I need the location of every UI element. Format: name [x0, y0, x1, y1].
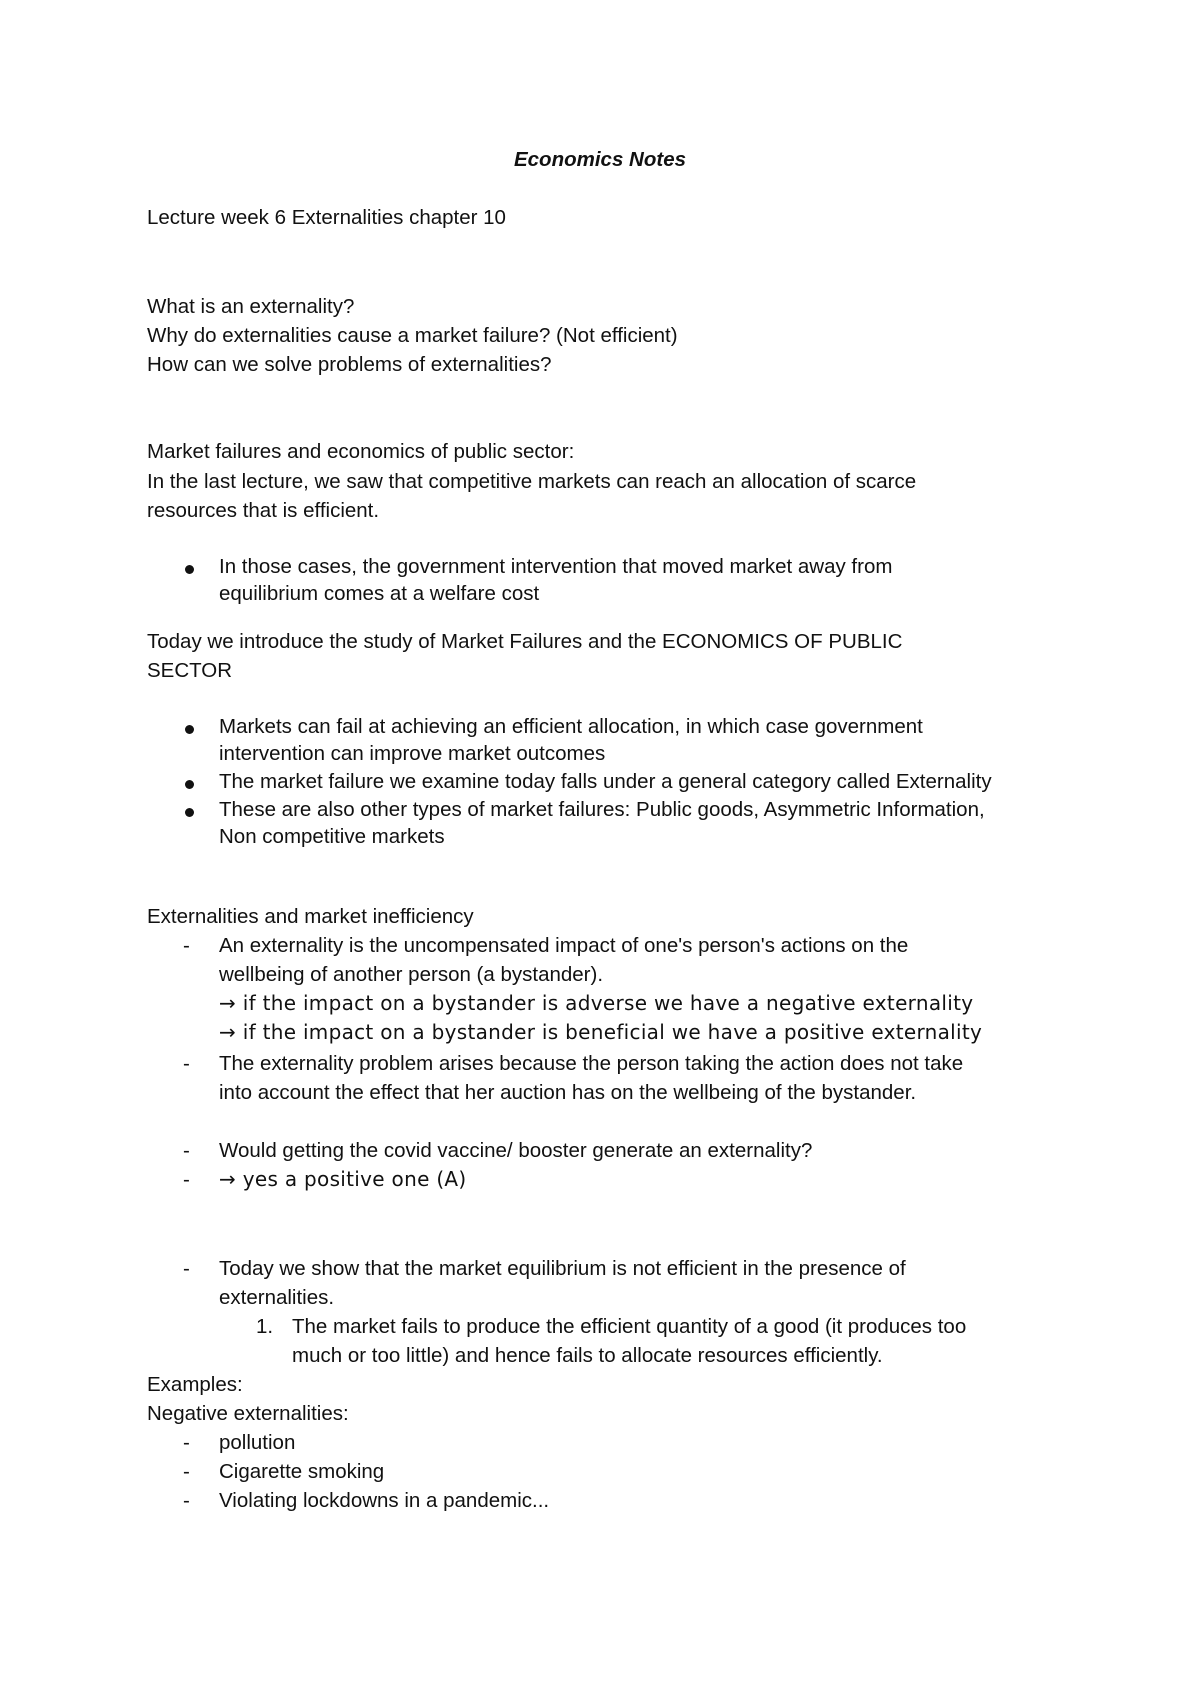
question-1: What is an externality?	[147, 295, 355, 318]
externalities-heading: Externalities and market inefficiency	[147, 905, 474, 928]
examples-heading: Examples:	[147, 1373, 243, 1396]
dash-marker: -	[183, 1257, 190, 1280]
number-marker: 1.	[256, 1315, 274, 1338]
problem-line-2: into account the effect that her auction has on the wellbeing of the bystander.	[219, 1081, 917, 1104]
lecture-subtitle: Lecture week 6 Externalities chapter 10	[147, 206, 506, 229]
today-show-line-2: externalities.	[219, 1286, 335, 1309]
today-show-line-1: Today we show that the market equilibrium is not efficient in the presence of	[219, 1257, 906, 1280]
example-item: Cigarette smoking	[219, 1460, 385, 1483]
numbered-item-line-1: The market fails to produce the efficient quantity of a good (it produces too	[292, 1315, 967, 1338]
dash-marker: -	[183, 1489, 190, 1512]
market-failures-intro-1: In the last lecture, we saw that competitive markets can reach an allocation of scarce	[147, 470, 917, 493]
definition-line-2: wellbeing of another person (a bystander).	[219, 963, 604, 986]
dash-marker: -	[183, 1052, 190, 1075]
negative-externalities-heading: Negative externalities:	[147, 1402, 349, 1425]
today-intro-1: Today we introduce the study of Market Failures and the ECONOMICS OF PUBLIC	[147, 630, 903, 653]
question-2: Why do externalities cause a market failure? (Not efficient)	[147, 324, 678, 347]
bullet-dot	[185, 725, 194, 734]
positive-externality-arrow: → if the impact on a bystander is beneficial we have a positive externality	[219, 1020, 983, 1044]
list-item-line: Non competitive markets	[219, 825, 445, 848]
dash-marker: -	[183, 1460, 190, 1483]
definition-line-1: An externality is the uncompensated impact of one's person's actions on the	[219, 934, 909, 957]
list-item-line: The market failure we examine today falls under a general category called Externality	[219, 770, 992, 793]
list-item-line: intervention can improve market outcomes	[219, 742, 606, 765]
bullet-dot	[185, 780, 194, 789]
covid-answer: → yes a positive one (A)	[219, 1167, 467, 1191]
page-title: Economics Notes	[513, 148, 687, 171]
negative-externality-arrow: → if the impact on a bystander is adverse we have a negative externality	[219, 991, 974, 1015]
today-intro-2: SECTOR	[147, 659, 233, 682]
list-item-line: equilibrium comes at a welfare cost	[219, 582, 540, 605]
list-item-line: These are also other types of market failures: Public goods, Asymmetric Information,	[219, 798, 985, 821]
dash-marker: -	[183, 1139, 190, 1162]
dash-marker: -	[183, 1431, 190, 1454]
dash-marker: -	[183, 934, 190, 957]
numbered-item-line-2: much or too little) and hence fails to allocate resources efficiently.	[292, 1344, 883, 1367]
list-item-line: Markets can fail at achieving an efficient allocation, in which case government	[219, 715, 923, 738]
example-item: pollution	[219, 1431, 296, 1454]
problem-line-1: The externality problem arises because the person taking the action does not take	[219, 1052, 964, 1075]
market-failures-intro-2: resources that is efficient.	[147, 499, 380, 522]
list-item-line: In those cases, the government intervention that moved market away from	[219, 555, 893, 578]
dash-marker: -	[183, 1168, 190, 1191]
example-item: Violating lockdowns in a pandemic...	[219, 1489, 550, 1512]
market-failures-heading: Market failures and economics of public sector:	[147, 440, 575, 463]
bullet-dot	[185, 808, 194, 817]
covid-question: Would getting the covid vaccine/ booster generate an externality?	[219, 1139, 813, 1162]
bullet-dot	[185, 565, 194, 574]
question-3: How can we solve problems of externalities?	[147, 353, 552, 376]
